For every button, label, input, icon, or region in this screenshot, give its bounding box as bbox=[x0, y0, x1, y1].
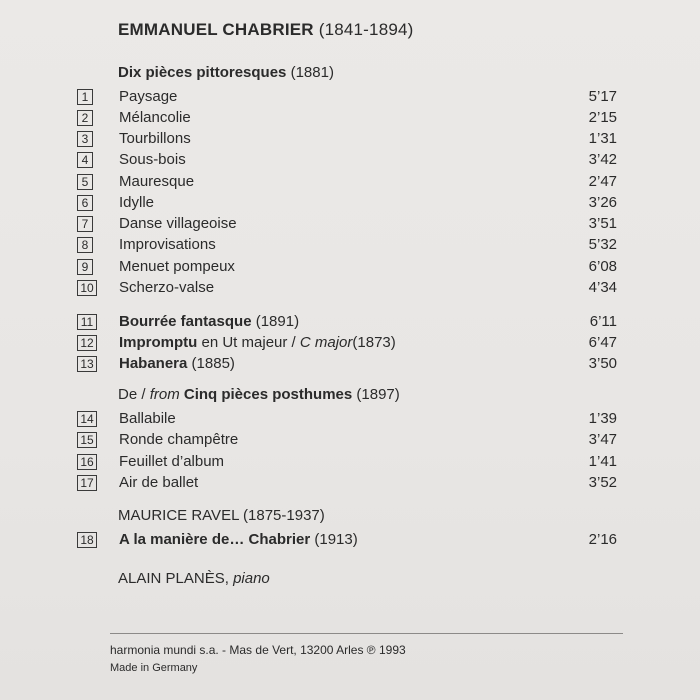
track-number: 13 bbox=[77, 356, 97, 372]
track-title: Scherzo-valse bbox=[119, 279, 215, 296]
track-number: 8 bbox=[77, 237, 93, 253]
work-prefix: De / bbox=[118, 386, 146, 403]
track-duration: 3’52 bbox=[588, 474, 617, 491]
track-duration: 3’47 bbox=[588, 431, 617, 448]
track-title-main: A la manière de… Chabrier bbox=[119, 531, 311, 548]
track-year: (1913) bbox=[314, 531, 358, 548]
track-title: Ballabile bbox=[119, 410, 176, 427]
track-row bbox=[77, 256, 617, 277]
track-year: (1873) bbox=[352, 334, 396, 351]
track-duration: 1’39 bbox=[588, 410, 617, 427]
track-duration: 6’47 bbox=[588, 334, 617, 351]
track-row bbox=[77, 451, 617, 472]
track-title bbox=[119, 353, 235, 374]
track-title: Mélancolie bbox=[119, 109, 191, 126]
track-title: Feuillet d’album bbox=[119, 453, 225, 470]
track-title: Sous-bois bbox=[119, 151, 186, 168]
track-row bbox=[77, 149, 617, 170]
track-title: Paysage bbox=[119, 88, 178, 105]
composer-dates: (1841-1894) bbox=[318, 20, 414, 39]
track-duration: 2’47 bbox=[588, 173, 617, 190]
work-title: Cinq pièces posthumes bbox=[183, 386, 353, 403]
track-row bbox=[77, 429, 617, 450]
track-title: Tourbillons bbox=[119, 130, 191, 147]
track-number: 4 bbox=[77, 152, 93, 168]
track-row bbox=[77, 277, 617, 298]
track-row bbox=[77, 353, 617, 374]
track-duration: 5’32 bbox=[588, 236, 617, 253]
track-row bbox=[77, 332, 617, 353]
work-heading-pittoresques bbox=[118, 64, 334, 81]
track-year: (1891) bbox=[255, 313, 300, 330]
work-heading-posthumes bbox=[118, 386, 400, 403]
track-duration: 1’41 bbox=[588, 453, 617, 470]
track-number: 12 bbox=[77, 335, 97, 351]
track-duration: 6’11 bbox=[589, 313, 617, 330]
track-row bbox=[77, 171, 617, 192]
track-row bbox=[77, 107, 617, 128]
track-number: 9 bbox=[77, 259, 93, 275]
track-title: Mauresque bbox=[119, 173, 195, 190]
work-year: (1897) bbox=[356, 386, 400, 403]
footer-divider bbox=[110, 633, 623, 634]
track-row bbox=[77, 529, 617, 550]
track-title: Air de ballet bbox=[119, 474, 199, 491]
composer-heading bbox=[118, 20, 414, 40]
work-title: Dix pièces pittoresques bbox=[118, 64, 287, 81]
track-title: Improvisations bbox=[119, 236, 216, 253]
track-number: 10 bbox=[77, 280, 97, 296]
made-in: Made in Germany bbox=[110, 662, 198, 674]
track-duration: 6’08 bbox=[588, 258, 617, 275]
track-title: Idylle bbox=[119, 194, 155, 211]
track-number: 16 bbox=[77, 454, 97, 470]
track-duration: 3’26 bbox=[588, 194, 617, 211]
track-title-main: Habanera bbox=[119, 355, 188, 372]
track-number: 3 bbox=[77, 131, 93, 147]
track-number: 2 bbox=[77, 110, 93, 126]
track-row bbox=[77, 311, 617, 332]
track-number: 5 bbox=[77, 174, 93, 190]
performer-name: ALAIN PLANÈS, bbox=[118, 570, 229, 587]
work-from: from bbox=[149, 386, 180, 403]
track-year: (1885) bbox=[191, 355, 235, 372]
track-title-main: Impromptu bbox=[119, 334, 198, 351]
track-row bbox=[77, 128, 617, 149]
track-number: 6 bbox=[77, 195, 93, 211]
track-row bbox=[77, 213, 617, 234]
track-title bbox=[119, 311, 299, 332]
performer-instrument: piano bbox=[233, 570, 270, 587]
track-row bbox=[77, 86, 617, 107]
track-key-french: en Ut majeur / bbox=[201, 334, 296, 351]
track-title: Danse villageoise bbox=[119, 215, 237, 232]
track-number: 7 bbox=[77, 216, 93, 232]
track-duration: 5’17 bbox=[588, 88, 617, 105]
track-row bbox=[77, 472, 617, 493]
track-title bbox=[119, 529, 358, 550]
track-row bbox=[77, 192, 617, 213]
track-duration: 3’51 bbox=[588, 215, 617, 232]
track-key-english: C major bbox=[299, 334, 353, 351]
track-number: 18 bbox=[77, 532, 97, 548]
track-duration: 2’16 bbox=[588, 531, 617, 548]
track-duration: 3’50 bbox=[588, 355, 617, 372]
track-number: 1 bbox=[77, 89, 93, 105]
track-number: 14 bbox=[77, 411, 97, 427]
track-number: 17 bbox=[77, 475, 97, 491]
track-title: Ronde champêtre bbox=[119, 431, 239, 448]
track-number: 11 bbox=[77, 314, 97, 330]
ravel-heading: MAURICE RAVEL (1875-1937) bbox=[118, 507, 325, 524]
label-address: harmonia mundi s.a. - Mas de Vert, 13200 Arles ℗ 1993 bbox=[110, 643, 406, 657]
track-number: 15 bbox=[77, 432, 97, 448]
track-duration: 2’15 bbox=[588, 109, 617, 126]
work-year: (1881) bbox=[290, 64, 334, 81]
track-title-main: Bourrée fantasque bbox=[119, 313, 252, 330]
track-row bbox=[77, 234, 617, 255]
track-duration: 1’31 bbox=[588, 130, 617, 147]
track-duration: 3’42 bbox=[588, 151, 617, 168]
track-row bbox=[77, 408, 617, 429]
track-title bbox=[119, 332, 396, 353]
track-duration: 4’34 bbox=[588, 279, 617, 296]
performer-credit bbox=[118, 570, 270, 587]
track-title: Menuet pompeux bbox=[119, 258, 235, 275]
composer-name: EMMANUEL CHABRIER bbox=[118, 20, 314, 39]
